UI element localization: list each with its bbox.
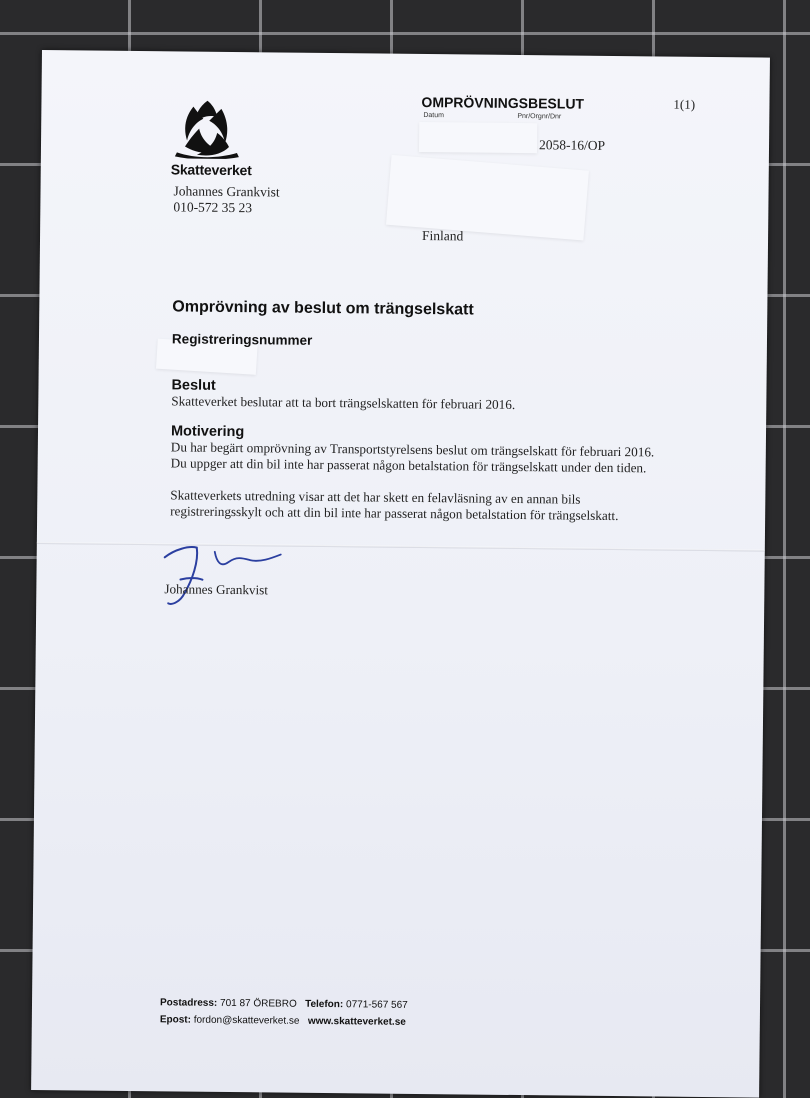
- contact-name: Johannes Grankvist: [173, 183, 280, 200]
- date-label: Datum: [423, 111, 444, 120]
- email-label: Epost:: [159, 1014, 192, 1026]
- redaction-patch: [386, 155, 589, 241]
- agency-name: Skatteverket: [170, 161, 252, 179]
- skatteverket-logo: [171, 96, 264, 178]
- paper-fold: [37, 542, 765, 552]
- handwritten-signature: [158, 539, 299, 612]
- footer: [160, 994, 408, 1031]
- motivation-heading: Motivering: [170, 423, 245, 441]
- phone-value: 0771-567 567: [345, 999, 408, 1011]
- motivation-line: Du har begärt omprövning av Transportstyrelsens beslut om trängselskatt för februari 2016.: [170, 439, 655, 460]
- letter-paper: [31, 50, 770, 1098]
- website-link: www.skatteverket.se: [307, 1015, 406, 1028]
- letter-heading: Omprövning av beslut om trängselskatt: [172, 298, 474, 319]
- motivation-line: Du uppger att din bil inte har passerat någon betalstation för trängselskatt under den tiden.: [170, 455, 647, 476]
- phone-label: Telefon:: [305, 998, 344, 1011]
- motivation-line: Skatteverkets utredning visar att det har skett en felavläsning av en annan bils: [170, 487, 581, 507]
- reference-number: 2058-16/OP: [538, 137, 606, 153]
- page-number: 1(1): [673, 96, 696, 112]
- document-title: OMPRÖVNINGSBESLUT: [421, 93, 585, 112]
- contact-block: [173, 183, 279, 216]
- email-value: fordon@skatteverket.se: [193, 1014, 300, 1027]
- postal-value: 701 87 ÖREBRO: [219, 997, 297, 1010]
- decision-heading: Beslut: [171, 377, 216, 394]
- registration-label: Registreringsnummer: [171, 331, 313, 348]
- motivation-line: registreringsskylt och att din bil inte har passerat någon betalstation för trängselskatt.: [170, 503, 619, 524]
- recipient-country: Finland: [421, 227, 464, 244]
- swirl-logo-icon: [171, 96, 244, 159]
- redaction-patch: [419, 122, 537, 153]
- postal-label: Postadress:: [159, 997, 218, 1009]
- decision-text: Skatteverket beslutar att ta bort trängselskatten för februari 2016.: [171, 393, 516, 412]
- pnr-label: Pnr/Orgnr/Dnr: [517, 112, 562, 121]
- signature-name: Johannes Grankvist: [164, 581, 269, 598]
- motivation-section: [170, 423, 731, 525]
- decision-section: [171, 377, 515, 413]
- contact-phone: 010-572 35 23: [173, 199, 253, 216]
